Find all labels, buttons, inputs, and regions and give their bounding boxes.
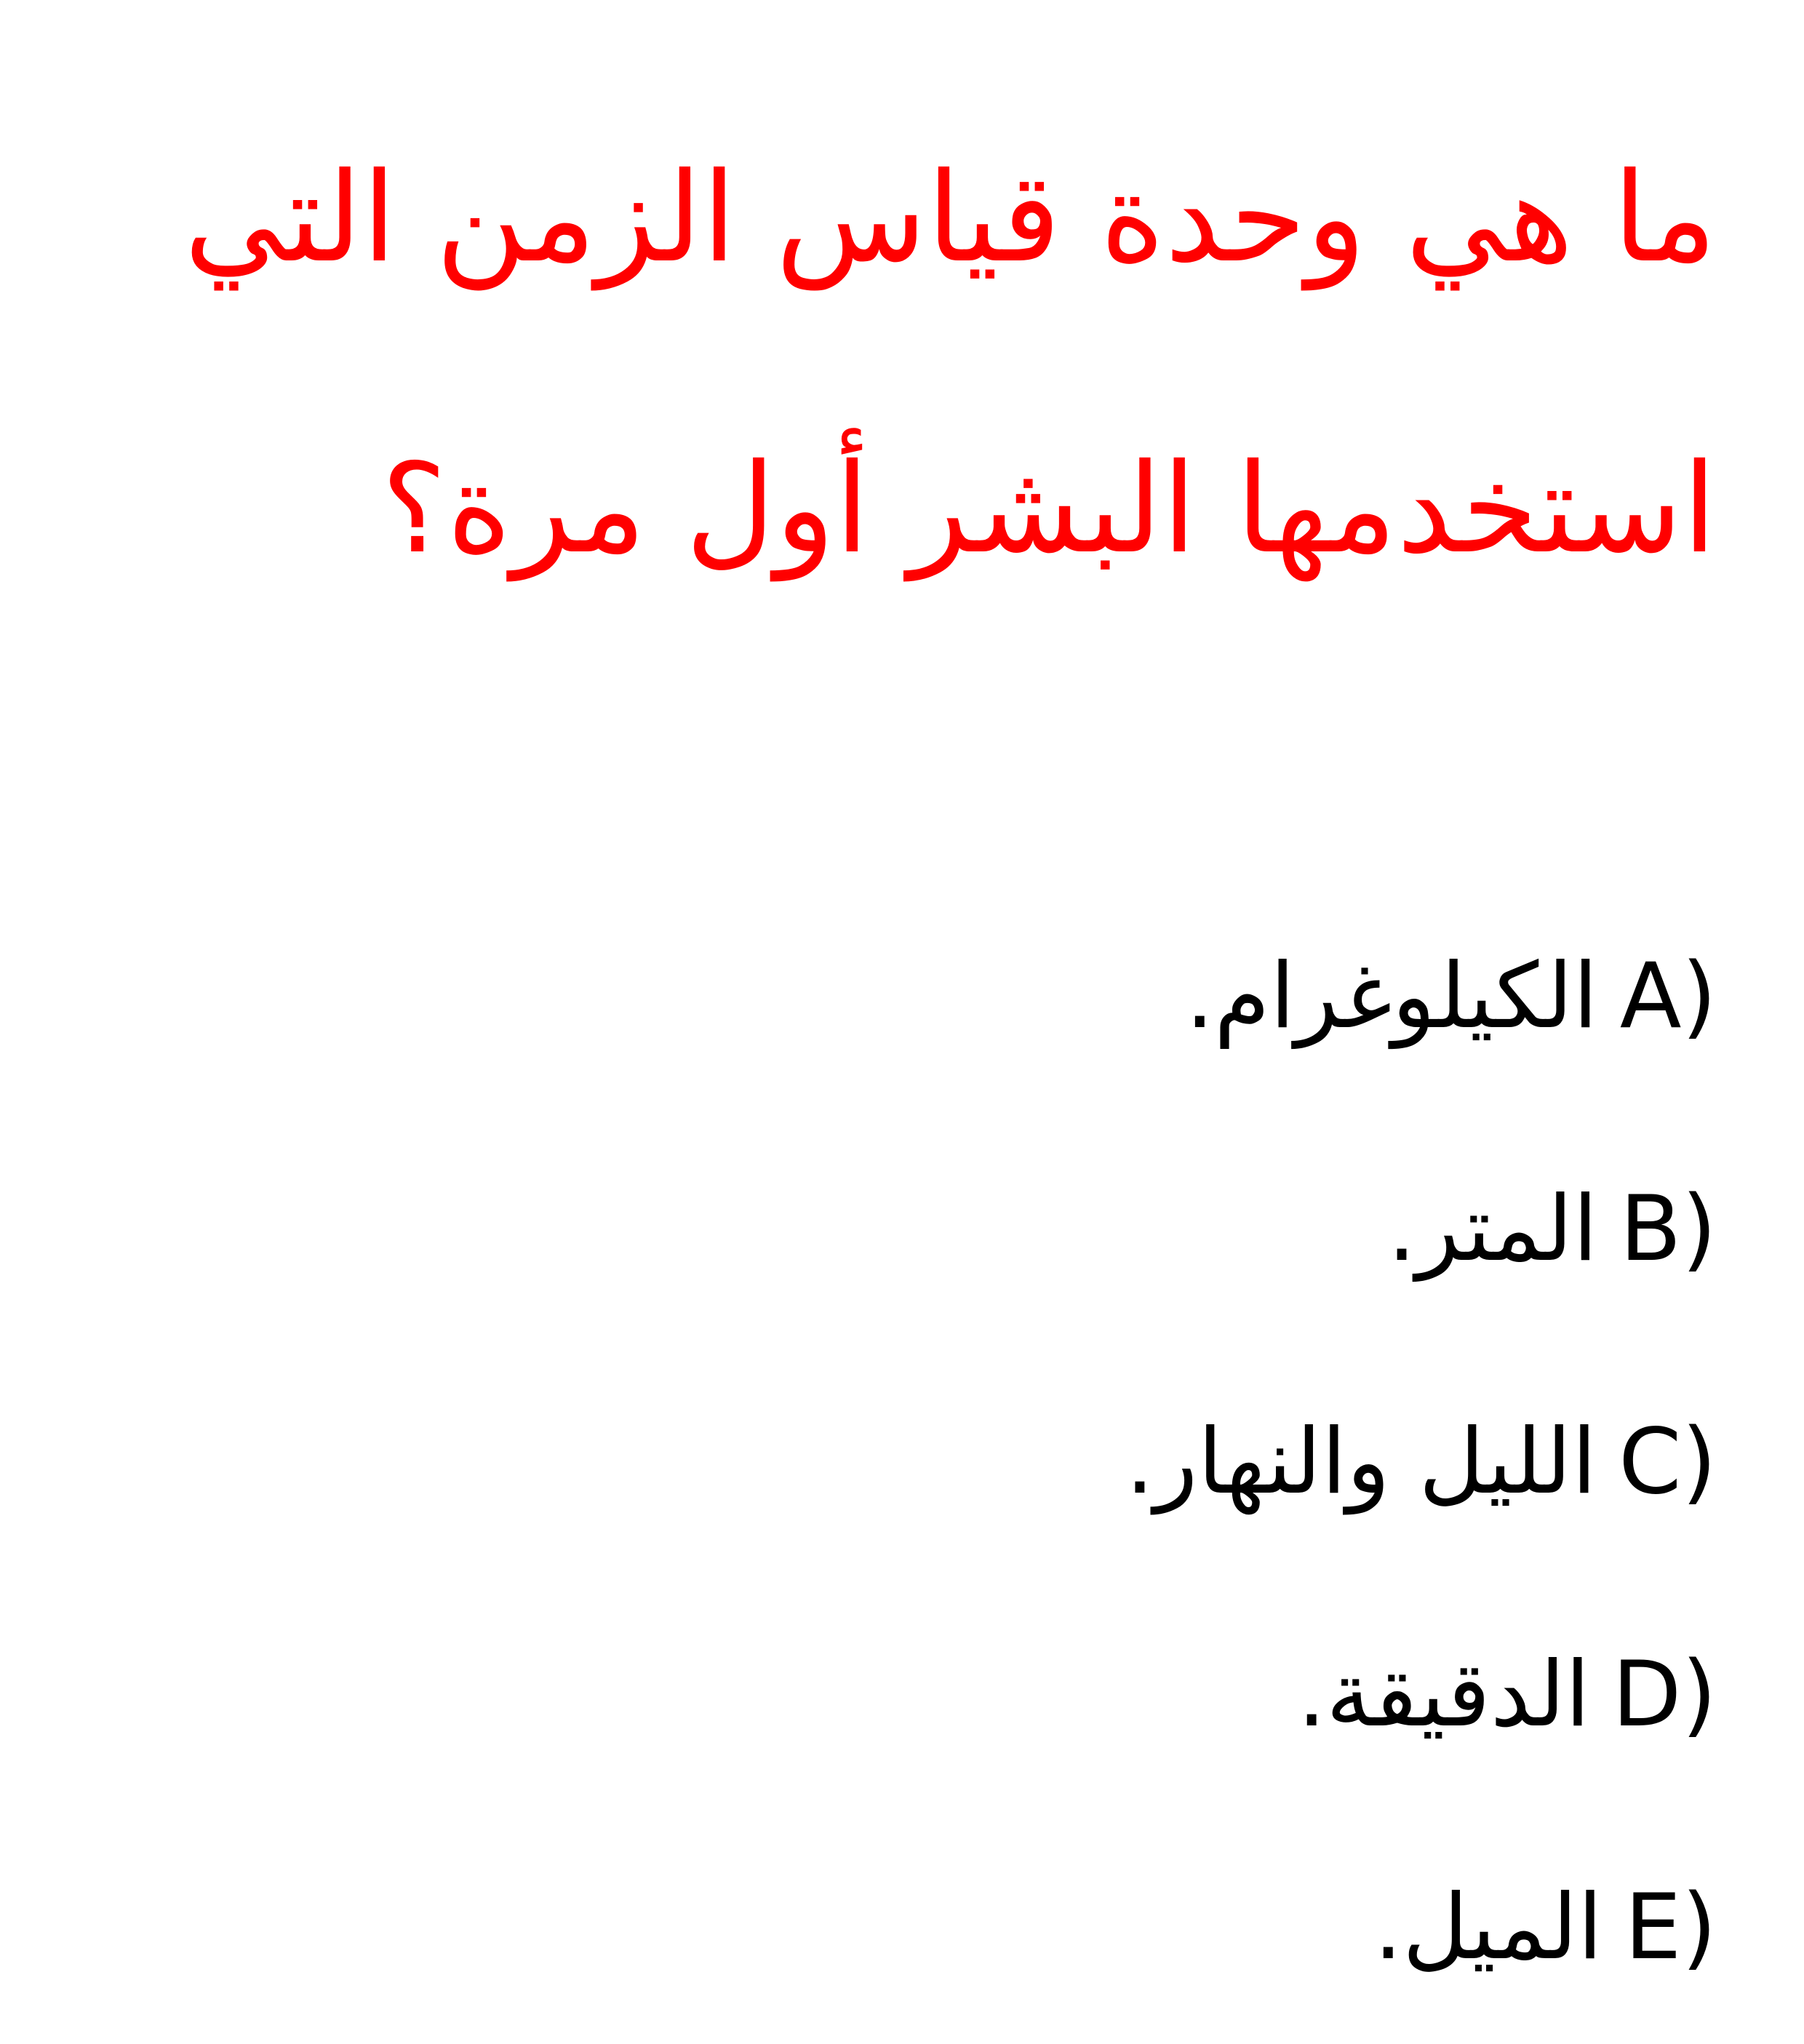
option-text: المتر. xyxy=(1387,1177,1598,1282)
option-letter: E) xyxy=(1624,1875,1717,1980)
option-text: الكيلوغرام. xyxy=(1185,944,1598,1049)
answer-option-e xyxy=(116,1811,1717,2044)
answer-option-a xyxy=(116,880,1717,1113)
answer-option-c xyxy=(116,1346,1717,1578)
option-letter: D) xyxy=(1612,1642,1717,1747)
answer-option-d xyxy=(116,1578,1717,1811)
answer-options-list xyxy=(116,880,1717,2044)
option-letter: A) xyxy=(1619,944,1717,1049)
option-text: الليل والنهار. xyxy=(1125,1410,1597,1514)
question-text: ما هي وحدة قياس الزمن التي استخدمها البشر أول مرة؟ xyxy=(183,146,1717,581)
answer-option-b xyxy=(116,1113,1717,1346)
option-text: الميل. xyxy=(1373,1875,1603,1980)
option-text: الدقيقة. xyxy=(1297,1642,1591,1747)
option-letter: B) xyxy=(1619,1177,1717,1282)
option-letter: C) xyxy=(1619,1410,1717,1514)
